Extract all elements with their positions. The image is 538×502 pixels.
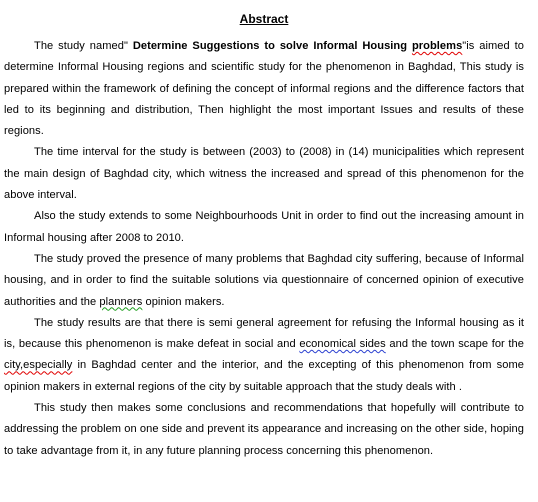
paragraph-1-rest: "is aimed to determine Informal Housing regions and scientific study for the phenomenon in Baghdad, This study is prepared within the framework of defining the concept of informal regions and the difference factors that led to its beginning and distribution, Then highlight the most important Issues and results of these regions.	[4, 40, 524, 138]
paragraph-5	[4, 313, 524, 398]
paragraph-4-after: opinion makers.	[145, 295, 225, 308]
paragraph-4-before: The study proved the presence of many problems that Baghdad city suffering, because of Informal housing, and in order to find the suitable solutions via questionnaire of concerned opinion of executive authorities and the	[4, 252, 524, 308]
flagged-word-planners: planners	[99, 295, 143, 308]
flagged-phrase-city: city,especially	[4, 359, 73, 372]
flagged-phrase-economical: economical sides	[299, 338, 386, 351]
abstract-title: Abstract	[239, 12, 289, 26]
study-title: Determine Suggestions to solve Informal Housing	[132, 40, 408, 52]
paragraph-5-after: in Baghdad center and the interior, and the excepting of this phenomenon from some opinion makers in external regions of the city by suitable approach that the study deals with .	[4, 359, 524, 393]
paragraph-5-before: The study results are that there is semi general agreement for refusing the Informal housing as it is, because this phenomenon is make defeat in social and	[4, 316, 524, 351]
paragraph-1-intro: The study named"	[34, 40, 128, 52]
paragraph-2: The time interval for the study is between (2003) to (2008) in (14) municipalities which represent the main design of Baghdad city, which witness the increased and spread of this phenomenon for the above interval.	[4, 146, 524, 202]
paragraph-5-middle: and the town scape for the	[389, 338, 524, 351]
paragraph-4	[4, 249, 524, 313]
paragraph-1	[4, 36, 524, 142]
paragraph-3: Also the study extends to some Neighbourhoods Unit in order to find out the increasing amount in Informal housing after 2008 to 2010.	[4, 210, 524, 244]
paragraph-6: This study then makes some conclusions and recommendations that hopefully will contribute to addressing the problem on one side and prevent its appearance and increasing on the other side, hoping to take advantage from it, in any future planning process concerning this phenomenon.	[4, 402, 524, 457]
study-title-end: problems	[411, 40, 463, 52]
